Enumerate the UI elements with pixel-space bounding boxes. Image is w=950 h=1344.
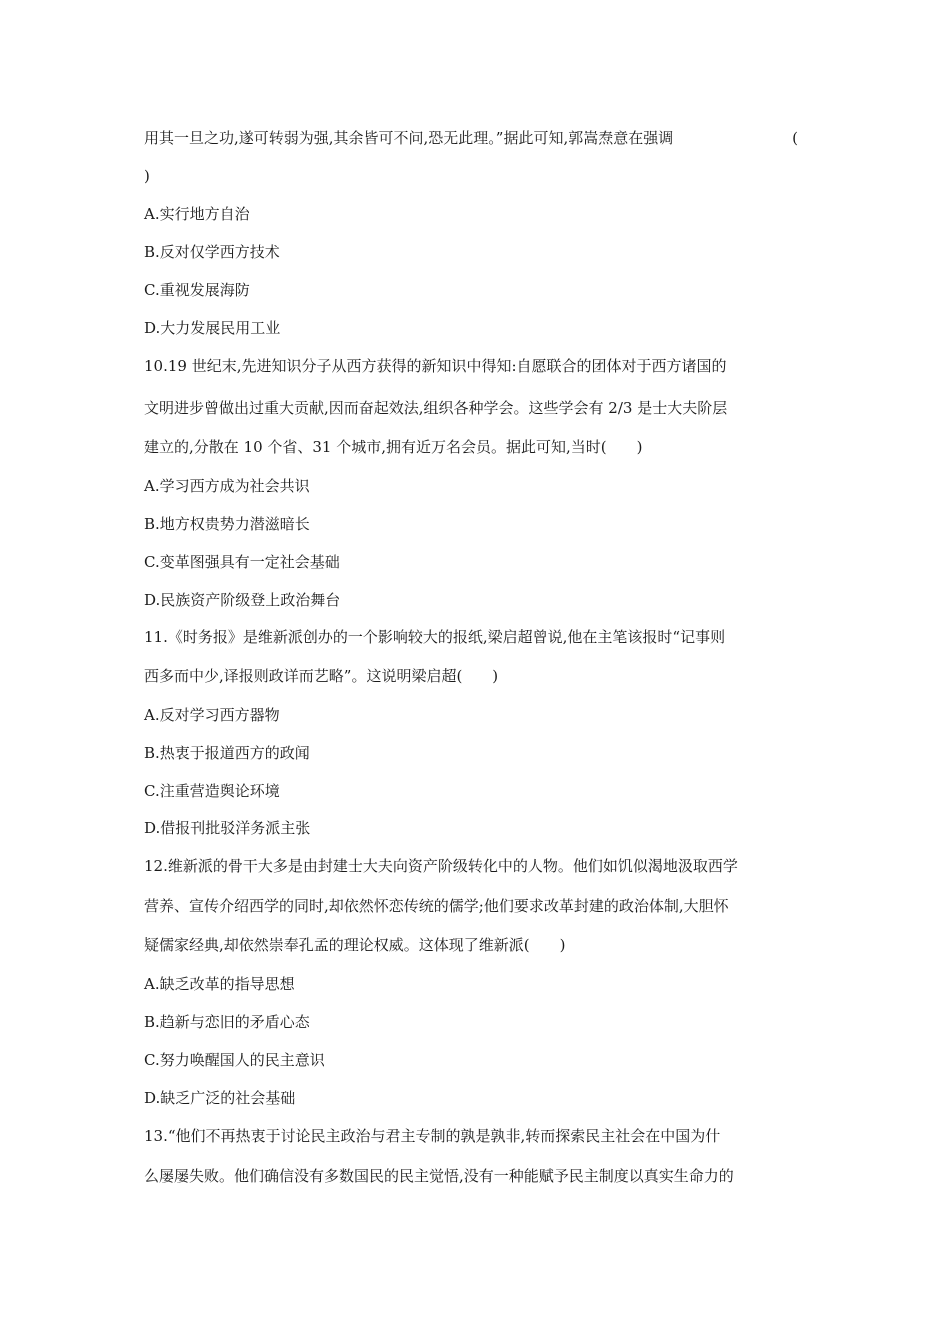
q12-stem-line-3: 疑儒家经典,却依然崇奉孔孟的理论权威。这体现了维新派( ) [144,936,566,954]
q12-option-b: B.趋新与恋旧的矛盾心态 [144,1013,310,1031]
q12-option-a: A.缺乏改革的指导思想 [144,975,295,993]
q9-stem-text: 用其一旦之功,遂可转弱为强,其余皆可不问,恐无此理。”据此可知,郭嵩焘意在强调 [144,129,674,147]
q12-option-c: C.努力唤醒国人的民主意识 [144,1051,325,1069]
q10-option-c: C.变革图强具有一定社会基础 [144,553,340,571]
q13-stem-line-1: 13.“他们不再热衷于讨论民主政治与君主专制的孰是孰非,转而探索民主社会在中国为什 [144,1127,721,1145]
q9-option-d: D.大力发展民用工业 [144,319,281,337]
q10-option-d: D.民族资产阶级登上政治舞台 [144,591,341,609]
q11-option-b: B.热衷于报道西方的政闻 [144,744,310,762]
q10-stem-line-1: 10.19 世纪末,先进知识分子从西方获得的新知识中得知:自愿联合的团体对于西方诸国的 [144,357,727,375]
q9-option-c: C.重视发展海防 [144,281,250,299]
q12-stem-line-2: 营养、宣传介绍西学的同时,却依然怀恋传统的儒学;他们要求改革封建的政治体制,大胆怀 [144,897,729,915]
q9-stem-line-1 [144,128,816,148]
q10-stem-line-2: 文明进步曾做出过重大贡献,因而奋起效法,组织各种学会。这些学会有 2/3 是士大夫阶层 [144,399,728,417]
q9-option-a: A.实行地方自治 [144,205,250,223]
q11-option-a: A.反对学习西方器物 [144,706,280,724]
q9-answer-paren-open: ( [792,129,798,147]
q12-option-d: D.缺乏广泛的社会基础 [144,1089,296,1107]
q11-stem-line-1: 11.《时务报》是维新派创办的一个影响较大的报纸,梁启超曾说,他在主笔该报时“记事则 [144,628,726,646]
q9-stem-line-2: ) [144,167,150,185]
q10-option-b: B.地方权贵势力潜滋暗长 [144,515,310,533]
q9-option-b: B.反对仅学西方技术 [144,243,280,261]
q13-stem-line-2: 么屡屡失败。他们确信没有多数国民的民主觉悟,没有一种能赋予民主制度以真实生命力的 [144,1167,734,1185]
q12-stem-line-1: 12.维新派的骨干大多是由封建士大夫向资产阶级转化中的人物。他们如饥似渴地汲取西学 [144,857,738,875]
q10-stem-line-3: 建立的,分散在 10 个省、31 个城市,拥有近万名会员。据此可知,当时( ) [144,438,643,456]
q11-option-d: D.借报刊批驳洋务派主张 [144,819,311,837]
q10-option-a: A.学习西方成为社会共识 [144,477,310,495]
q11-stem-line-2: 西多而中少,译报则政详而艺略”。这说明梁启超( ) [144,667,499,685]
q11-option-c: C.注重营造舆论环境 [144,782,280,800]
